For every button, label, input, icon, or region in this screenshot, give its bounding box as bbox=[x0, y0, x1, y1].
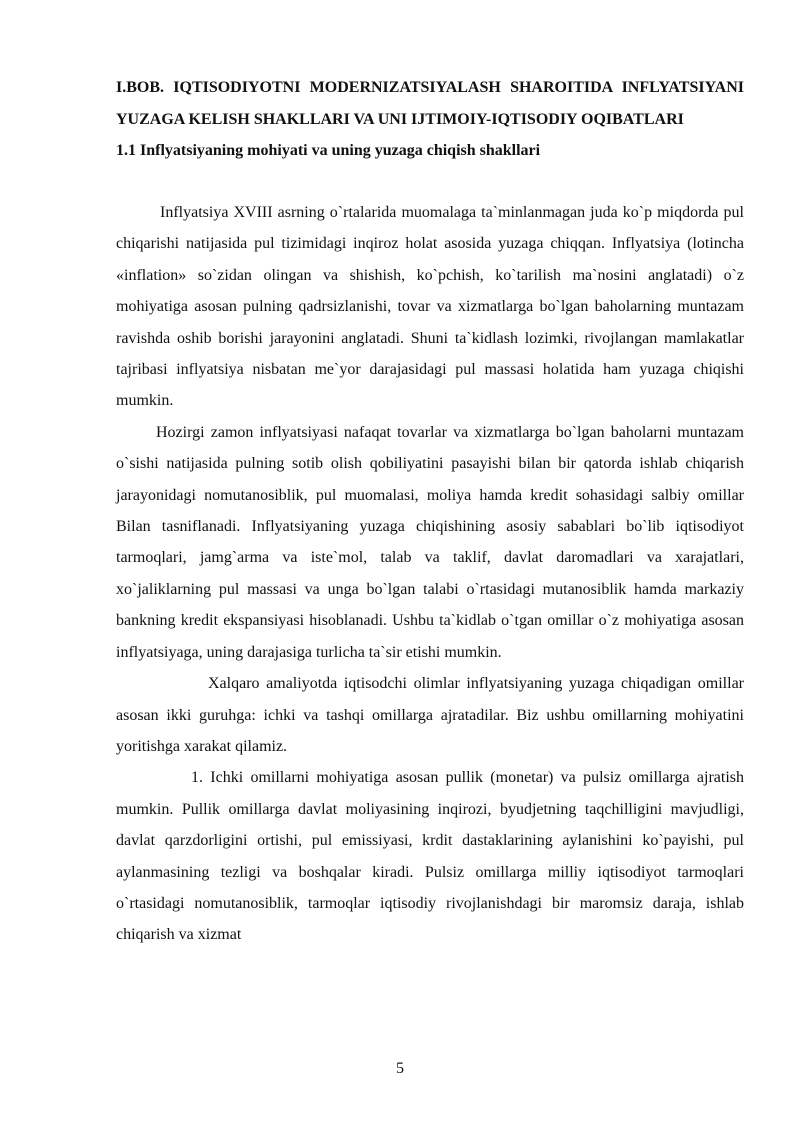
paragraph: Hozirgi zamon inflyatsiyasi nafaqat tovarlar va xizmatlarga bo`lgan baholarni muntazam o`sishi natijasida pulning sotib olish qobiliyatini pasayishi bilan bir qatorda ishlab chiqarish jarayonidagi nomutanosiblik, pul muomalasi, moliya hamda kredit sohasidagi salbiy omillar Bilan tasniflanadi. Inflyatsiyaning yuzaga chiqishining asosiy sabablari bo`lib iqtisodiyot tarmoqlari, jamg`arma va iste`mol, talab va taklif, davlat daromadlari va xarajatlari, xo`jaliklarning pul massasi va unga bo`lgan talabi o`rtasidagi mutanosiblik hamda markaziy bankning kredit ekspansiyasi hisoblanadi. Ushbu ta`kidlab o`tgan omillar o`z mohiyatiga asosan inflyatsiyaga, uning darajasiga turlicha ta`sir etishi mumkin. bbox=[116, 423, 744, 661]
paragraph: 1. Ichki omillarni mohiyatiga asosan pullik (monetar) va pulsiz omillarga ajratish mumkin. Pullik omillarga davlat moliyasining inqirozi, byudjetning taqchilligini mavjudligi, davlat qarzdorligini ortishi, pul emissiyasi, krdit dastaklarining aylanishini ko`payishi, pul aylanmasining tezligi va boshqalar kiradi. Pulsiz omillarga milliy iqtisodiyot tarmoqlari o`rtasidagi nomutanosiblik, tarmoqlar iqtisodiy rivojlanishdagi bir maromsiz daraja, ishlab chiqarish va xizmat bbox=[116, 769, 744, 944]
page-number: 5 bbox=[396, 1060, 404, 1077]
section-title: 1.1 Inflyatsiyaning mohiyati va uning yuzaga chiqish shakllari bbox=[116, 142, 541, 159]
paragraph: Inflyatsiya XVIII asrning o`rtalarida muomalaga ta`minlanmagan juda ko`p miqdorda pul chiqarishi natijasida pul tizimidagi inqiroz holat asosida yuzaga chiqqan. Inflyatsiya (lotincha «inflation» so`zidan olingan va shishish, ko`pchish, ko`tarilish ma`nosini anglatadi) o`z mohiyatiga asosan pulning qadrsizlanishi, tovar va xizmatlarga bo`lgan baholarning muntazam ravishda oshib borishi jarayonini anglatadi. Shuni ta`kidlash lozimki, rivojlangan mamlakatlar tajribasi inflyatsiya nisbatan me`yor darajasidagi pul massasi holatida ham yuzaga chiqishi mumkin. bbox=[116, 204, 744, 410]
document-page bbox=[116, 72, 744, 951]
chapter-title: I.BOB. IQTISODIYOTNI MODERNIZATSIYALASH SHAROITIDA INFLYATSIYANI YUZAGA KELISH SHAKLLARI VA UNI IJTIMOIY-IQTISODIY OQIBATLARI bbox=[116, 79, 744, 128]
paragraph: Xalqaro amaliyotda iqtisodchi olimlar inflyatsiyaning yuzaga chiqadigan omillar asosan ikki guruhga: ichki va tashqi omillarga ajratadilar. Biz ushbu omillarning mohiyatini yoritishga xarakat qilamiz. bbox=[116, 675, 744, 755]
